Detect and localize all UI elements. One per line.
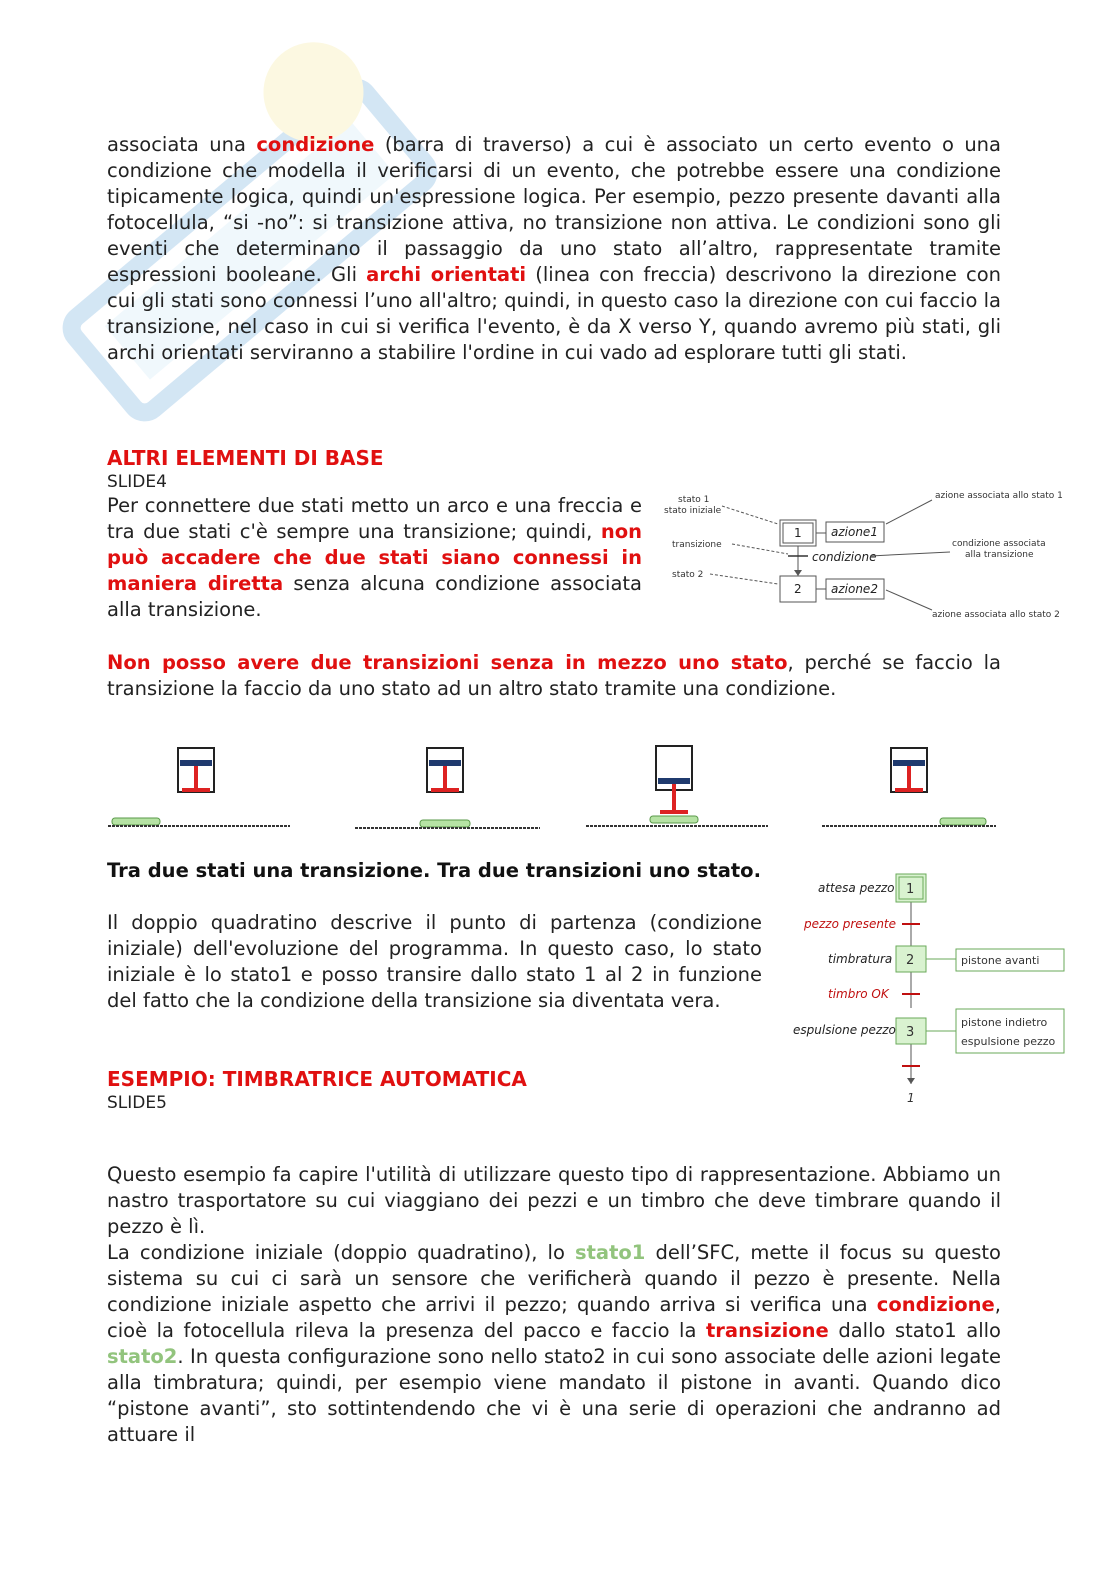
sfc-label-espulsione: espulsione pezzo (793, 1023, 896, 1037)
keyword-stato1: stato1 (575, 1241, 646, 1264)
condizione-label: condizione (812, 550, 877, 564)
keyword-no-two-transitions: Non posso avere due transizioni senza in mezzo uno stato (107, 651, 788, 674)
sfc-label-pezzo-presente: pezzo presente (804, 917, 897, 931)
keyword-non-connessi: non può accadere che due stati siano connessi in maniera diretta (107, 520, 642, 595)
sfc-state-1: 1 (906, 882, 915, 897)
keyword-transizione: transizione (705, 1319, 829, 1342)
connect-states-paragraph: Per connettere due stati metto un arco e una freccia e tra due stati c'è sempre una transizione; quindi, non può accadere che due stati siano connessi in maniera diretta senza alcuna condizione associata alla transizione. (107, 494, 642, 621)
sfc-action-pistone-indietro: pistone indietro (961, 1016, 1048, 1029)
sfc-state-3: 3 (906, 1025, 915, 1040)
azione2-box: azione2 (831, 582, 878, 596)
sfc-action-espulsione: espulsione pezzo (961, 1035, 1056, 1048)
slide-label-5: SLIDE5 (107, 1093, 167, 1113)
section-heading-altri-elementi: ALTRI ELEMENTI DI BASE (107, 446, 384, 470)
state-box-1: 1 (794, 526, 802, 540)
sfc-label-attesa: attesa pezzo (818, 881, 895, 895)
keyword-condizione-2: condizione (876, 1293, 995, 1316)
section-heading-timbratrice: ESEMPIO: TIMBRATRICE AUTOMATICA (107, 1067, 527, 1091)
sfc-end-ref: 1 (907, 1091, 915, 1105)
label-cond-line2: alla transizione (965, 550, 1034, 560)
sfc-timbratrice-diagram (790, 866, 1070, 1108)
state-box-2: 2 (794, 582, 802, 596)
label-cond-line1: condizione associata (952, 539, 1046, 549)
label-stato-2: stato 2 (672, 570, 704, 580)
label-stato-1: stato 1 (678, 495, 710, 505)
sfc-state-2: 2 (906, 953, 915, 968)
sfc-label-timbratura: timbratura (828, 952, 893, 966)
keyword-stato2: stato2 (107, 1345, 178, 1368)
azione1-box: azione1 (831, 525, 878, 539)
sfc-label-timbro-ok: timbro OK (828, 987, 889, 1001)
stamp-sequence-illustration (100, 740, 1010, 840)
example-paragraph-1: Questo esempio fa capire l'utilità di utilizzare questo tipo di rappresentazione. Abbiamo un nastro trasportatore su cui viaggiano dei pezzi e un timbro che deve timbrare quando il pezzo è lì. (107, 1163, 1001, 1238)
example-paragraph-2: La condizione iniziale (doppio quadratino), lo stato1 dell’SFC, mette il focus su questo sistema su cui ci sarà un sensore che verificherà quando il pezzo è presente. Nella condizione iniziale aspetto che arrivi il pezzo; quando arriva si verifica una condizione, cioè la fotocellula rileva la presenza del pacco e faccio la transizione dallo stato1 allo stato2. In questa configurazione sono nello stato2 in cui sono associate delle azioni legate alla timbratura; quindi, per esempio viene mandato il pistone in avanti. Quando dico “pistone avanti”, sto sottintendendo che vi è una serie di operazioni che andranno ad attuare il (107, 1241, 1001, 1446)
keyword-archi-orientati: archi orientati (366, 263, 527, 286)
label-azione-stato1: azione associata allo stato 1 (935, 491, 1063, 501)
sfc-action-pistone-avanti: pistone avanti (961, 954, 1040, 967)
slide-label-4: SLIDE4 (107, 472, 167, 492)
transition-rule-statement: Tra due stati una transizione. Tra due transizioni uno stato. (107, 859, 761, 882)
double-square-paragraph: Il doppio quadratino descrive il punto di partenza (condizione iniziale) dell'evoluzione del programma. In questo caso, lo stato iniziale è lo stato1 e posso transire dallo stato 1 al 2 in funzione del fatto che la condizione della transizione sia diventata vera. (107, 911, 762, 1012)
no-two-transitions-paragraph: Non posso avere due transizioni senza in mezzo uno stato, perché se faccio la transizione la faccio da uno stato ad un altro stato tramite una condizione. (107, 651, 1001, 700)
label-stato-iniziale: stato iniziale (664, 506, 722, 516)
label-transizione: transizione (672, 540, 722, 550)
sfc-basic-diagram (660, 484, 1066, 624)
label-azione-stato2: azione associata allo stato 2 (932, 610, 1060, 620)
intro-paragraph: associata una condizione (barra di traverso) a cui è associato un certo evento o una condizione che modella il verificarsi di un evento, che potrebbe essere una condizione tipicamente logica, quindi un'espressione logica. Per esempio, pezzo presente davanti alla fotocellula, “si -no”: si transizione attiva, no transizione non attiva. Le condizioni sono gli eventi che determinano il passaggio da uno stato all’altro, rappresentate tramite espressioni booleane. Gli archi orientati (linea con freccia) descrivono la direzione con cui gli stati sono connessi l’uno all'altro; quindi, in questo caso la direzione con cui faccio la transizione, nel caso in cui si verifica l'evento, è da X verso Y, quando avremo più stati, gli archi orientati serviranno a stabilire l'ordine in cui vado ad esplorare tutti gli stati. (107, 133, 1002, 364)
keyword-condizione: condizione (256, 133, 375, 156)
